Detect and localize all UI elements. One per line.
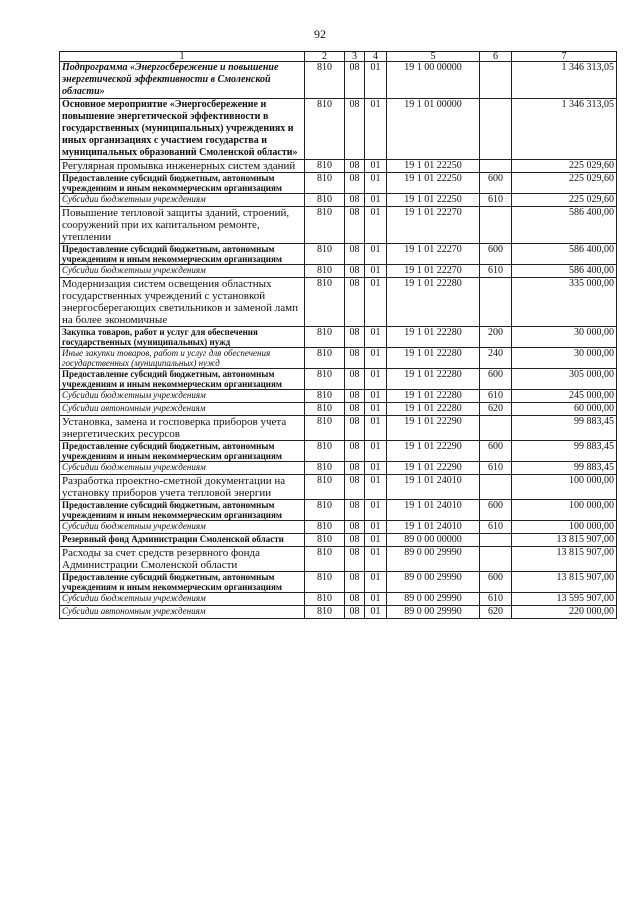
row-ved-code: 810 xyxy=(305,521,345,534)
row-amount: 13 595 907,00 xyxy=(512,593,617,606)
row-ved-code: 810 xyxy=(305,265,345,278)
row-ved-code: 810 xyxy=(305,606,345,619)
row-name: Регулярная промывка инженерных систем зданий xyxy=(60,160,305,173)
row-name: Предоставление субсидий бюджетным, автономным учреждениям и иным некоммерческим организациям xyxy=(60,173,305,194)
row-section-code: 08 xyxy=(345,475,365,500)
row-target-article: 89 0 00 29990 xyxy=(387,606,480,619)
row-subsection-code: 01 xyxy=(365,547,387,572)
row-amount: 60 000,00 xyxy=(512,403,617,416)
row-target-article: 19 1 01 22270 xyxy=(387,244,480,265)
row-amount: 99 883,45 xyxy=(512,462,617,475)
row-target-article: 89 0 00 29990 xyxy=(387,593,480,606)
row-name: Установка, замена и госповерка приборов учета энергетических ресурсов xyxy=(60,416,305,441)
row-ved-code: 810 xyxy=(305,475,345,500)
row-name: Субсидии бюджетным учреждениям xyxy=(60,265,305,278)
row-name: Предоставление субсидий бюджетным, автономным учреждениям и иным некоммерческим организациям xyxy=(60,369,305,390)
row-amount: 225 029,60 xyxy=(512,160,617,173)
row-ved-code: 810 xyxy=(305,547,345,572)
column-header: 4 xyxy=(365,52,387,62)
row-subsection-code: 01 xyxy=(365,534,387,547)
row-name: Основное мероприятие «Энергосбережение и повышение энергетической эффективности в государственных (муниципальных) учреждениях и иных организациях с участием государства и муниципальных образований Смоленской области» xyxy=(60,99,305,160)
table-row xyxy=(60,194,617,207)
row-ved-code: 810 xyxy=(305,327,345,348)
row-expense-type xyxy=(480,547,512,572)
row-subsection-code: 01 xyxy=(365,593,387,606)
row-ved-code: 810 xyxy=(305,369,345,390)
row-target-article: 19 1 01 22290 xyxy=(387,441,480,462)
row-name: Резервный фонд Администрации Смоленской области xyxy=(60,534,305,547)
row-expense-type: 600 xyxy=(480,500,512,521)
row-section-code: 08 xyxy=(345,207,365,244)
table-row xyxy=(60,207,617,244)
table-row xyxy=(60,593,617,606)
row-amount: 13 815 907,00 xyxy=(512,572,617,593)
row-subsection-code: 01 xyxy=(365,194,387,207)
row-ved-code: 810 xyxy=(305,160,345,173)
row-name: Субсидии бюджетным учреждениям xyxy=(60,593,305,606)
row-amount: 30 000,00 xyxy=(512,327,617,348)
row-name: Предоставление субсидий бюджетным, автономным учреждениям и иным некоммерческим организациям xyxy=(60,572,305,593)
table-row xyxy=(60,327,617,348)
row-name: Закупка товаров, работ и услуг для обеспечения государственных (муниципальных) нужд xyxy=(60,327,305,348)
row-section-code: 08 xyxy=(345,403,365,416)
row-section-code: 08 xyxy=(345,327,365,348)
row-subsection-code: 01 xyxy=(365,462,387,475)
row-name: Иные закупки товаров, работ и услуг для обеспечения государственных (муниципальных) нужд xyxy=(60,348,305,369)
column-header: 6 xyxy=(480,52,512,62)
row-name: Повышение тепловой защиты зданий, строений, сооружений при их капитальном ремонте, утеплении xyxy=(60,207,305,244)
row-target-article: 19 1 01 00000 xyxy=(387,99,480,160)
row-section-code: 08 xyxy=(345,547,365,572)
row-expense-type: 240 xyxy=(480,348,512,369)
table-row xyxy=(60,462,617,475)
page-number: 92 xyxy=(314,27,326,41)
row-ved-code: 810 xyxy=(305,441,345,462)
table-row xyxy=(60,62,617,99)
row-section-code: 08 xyxy=(345,173,365,194)
row-expense-type xyxy=(480,278,512,327)
column-header: 2 xyxy=(305,52,345,62)
table-row xyxy=(60,416,617,441)
row-ved-code: 810 xyxy=(305,403,345,416)
row-name: Субсидии бюджетным учреждениям xyxy=(60,390,305,403)
row-amount: 30 000,00 xyxy=(512,348,617,369)
table-row xyxy=(60,99,617,160)
column-header: 7 xyxy=(512,52,617,62)
row-target-article: 19 1 01 22280 xyxy=(387,348,480,369)
row-ved-code: 810 xyxy=(305,99,345,160)
row-ved-code: 810 xyxy=(305,572,345,593)
row-section-code: 08 xyxy=(345,348,365,369)
row-target-article: 19 1 01 22280 xyxy=(387,369,480,390)
row-subsection-code: 01 xyxy=(365,572,387,593)
row-expense-type: 610 xyxy=(480,462,512,475)
row-subsection-code: 01 xyxy=(365,160,387,173)
row-target-article: 19 1 01 22250 xyxy=(387,160,480,173)
row-subsection-code: 01 xyxy=(365,441,387,462)
row-expense-type: 600 xyxy=(480,572,512,593)
row-expense-type: 200 xyxy=(480,327,512,348)
row-expense-type: 610 xyxy=(480,521,512,534)
row-amount: 13 815 907,00 xyxy=(512,547,617,572)
row-expense-type: 620 xyxy=(480,403,512,416)
row-expense-type xyxy=(480,475,512,500)
row-target-article: 19 1 01 22280 xyxy=(387,278,480,327)
row-section-code: 08 xyxy=(345,369,365,390)
row-ved-code: 810 xyxy=(305,462,345,475)
row-subsection-code: 01 xyxy=(365,244,387,265)
row-section-code: 08 xyxy=(345,534,365,547)
row-target-article: 19 1 01 22270 xyxy=(387,265,480,278)
row-expense-type xyxy=(480,160,512,173)
row-name: Субсидии бюджетным учреждениям xyxy=(60,462,305,475)
row-section-code: 08 xyxy=(345,416,365,441)
row-expense-type xyxy=(480,62,512,99)
table-row xyxy=(60,265,617,278)
row-subsection-code: 01 xyxy=(365,62,387,99)
row-section-code: 08 xyxy=(345,265,365,278)
row-subsection-code: 01 xyxy=(365,99,387,160)
row-subsection-code: 01 xyxy=(365,265,387,278)
row-amount: 245 000,00 xyxy=(512,390,617,403)
row-section-code: 08 xyxy=(345,160,365,173)
row-target-article: 19 1 01 22270 xyxy=(387,207,480,244)
table-row xyxy=(60,160,617,173)
row-name: Предоставление субсидий бюджетным, автономным учреждениям и иным некоммерческим организациям xyxy=(60,244,305,265)
row-amount: 100 000,00 xyxy=(512,500,617,521)
row-target-article: 19 1 00 00000 xyxy=(387,62,480,99)
row-section-code: 08 xyxy=(345,462,365,475)
row-target-article: 89 0 00 29990 xyxy=(387,547,480,572)
row-ved-code: 810 xyxy=(305,416,345,441)
row-name: Разработка проектно-сметной документации на установку приборов учета тепловой энергии xyxy=(60,475,305,500)
row-name: Подпрограмма «Энергосбережение и повышение энергетической эффективности в Смоленской области» xyxy=(60,62,305,99)
row-subsection-code: 01 xyxy=(365,278,387,327)
row-subsection-code: 01 xyxy=(365,173,387,194)
table-row xyxy=(60,441,617,462)
row-amount: 335 000,00 xyxy=(512,278,617,327)
row-amount: 220 000,00 xyxy=(512,606,617,619)
row-name: Субсидии бюджетным учреждениям xyxy=(60,521,305,534)
row-target-article: 89 0 00 00000 xyxy=(387,534,480,547)
row-expense-type: 600 xyxy=(480,441,512,462)
row-expense-type: 610 xyxy=(480,194,512,207)
row-name: Предоставление субсидий бюджетным, автономным учреждениям и иным некоммерческим организациям xyxy=(60,441,305,462)
row-section-code: 08 xyxy=(345,194,365,207)
row-amount: 225 029,60 xyxy=(512,173,617,194)
row-expense-type: 610 xyxy=(480,390,512,403)
row-amount: 1 346 313,05 xyxy=(512,62,617,99)
row-subsection-code: 01 xyxy=(365,606,387,619)
row-subsection-code: 01 xyxy=(365,348,387,369)
row-section-code: 08 xyxy=(345,244,365,265)
row-target-article: 19 1 01 24010 xyxy=(387,500,480,521)
table-row xyxy=(60,521,617,534)
row-name: Субсидии автономным учреждениям xyxy=(60,606,305,619)
row-amount: 305 000,00 xyxy=(512,369,617,390)
budget-table xyxy=(59,51,617,619)
row-ved-code: 810 xyxy=(305,500,345,521)
row-expense-type: 610 xyxy=(480,593,512,606)
row-expense-type: 610 xyxy=(480,265,512,278)
row-subsection-code: 01 xyxy=(365,416,387,441)
row-subsection-code: 01 xyxy=(365,207,387,244)
row-name: Расходы за счет средств резервного фонда Администрации Смоленской области xyxy=(60,547,305,572)
table-row xyxy=(60,369,617,390)
table-row xyxy=(60,475,617,500)
row-target-article: 19 1 01 22250 xyxy=(387,173,480,194)
row-name: Субсидии автономным учреждениям xyxy=(60,403,305,416)
row-section-code: 08 xyxy=(345,572,365,593)
row-ved-code: 810 xyxy=(305,62,345,99)
row-expense-type: 600 xyxy=(480,173,512,194)
table-row xyxy=(60,348,617,369)
row-subsection-code: 01 xyxy=(365,475,387,500)
row-section-code: 08 xyxy=(345,441,365,462)
row-target-article: 89 0 00 29990 xyxy=(387,572,480,593)
row-subsection-code: 01 xyxy=(365,521,387,534)
row-expense-type: 620 xyxy=(480,606,512,619)
row-amount: 99 883,45 xyxy=(512,416,617,441)
table-body xyxy=(60,62,617,619)
row-target-article: 19 1 01 24010 xyxy=(387,475,480,500)
row-target-article: 19 1 01 22280 xyxy=(387,327,480,348)
table-row xyxy=(60,278,617,327)
row-subsection-code: 01 xyxy=(365,390,387,403)
row-expense-type: 600 xyxy=(480,369,512,390)
row-amount: 586 400,00 xyxy=(512,244,617,265)
row-amount: 1 346 313,05 xyxy=(512,99,617,160)
table-row xyxy=(60,572,617,593)
row-ved-code: 810 xyxy=(305,207,345,244)
table-row xyxy=(60,534,617,547)
table-row xyxy=(60,244,617,265)
row-section-code: 08 xyxy=(345,99,365,160)
table-row xyxy=(60,547,617,572)
row-subsection-code: 01 xyxy=(365,403,387,416)
table-row xyxy=(60,500,617,521)
column-header: 1 xyxy=(60,52,305,62)
column-header: 5 xyxy=(387,52,480,62)
row-ved-code: 810 xyxy=(305,194,345,207)
row-section-code: 08 xyxy=(345,593,365,606)
row-expense-type xyxy=(480,416,512,441)
row-target-article: 19 1 01 22280 xyxy=(387,403,480,416)
row-ved-code: 810 xyxy=(305,390,345,403)
row-section-code: 08 xyxy=(345,62,365,99)
row-amount: 225 029,60 xyxy=(512,194,617,207)
row-name: Субсидии бюджетным учреждениям xyxy=(60,194,305,207)
row-amount: 13 815 907,00 xyxy=(512,534,617,547)
table-row xyxy=(60,173,617,194)
row-ved-code: 810 xyxy=(305,173,345,194)
row-section-code: 08 xyxy=(345,521,365,534)
row-section-code: 08 xyxy=(345,390,365,403)
row-expense-type xyxy=(480,534,512,547)
row-expense-type xyxy=(480,99,512,160)
row-subsection-code: 01 xyxy=(365,369,387,390)
table-header-row xyxy=(60,52,617,62)
table-row xyxy=(60,606,617,619)
row-section-code: 08 xyxy=(345,606,365,619)
row-ved-code: 810 xyxy=(305,348,345,369)
row-ved-code: 810 xyxy=(305,278,345,327)
row-subsection-code: 01 xyxy=(365,500,387,521)
row-amount: 100 000,00 xyxy=(512,475,617,500)
table-row xyxy=(60,403,617,416)
row-target-article: 19 1 01 24010 xyxy=(387,521,480,534)
row-amount: 586 400,00 xyxy=(512,207,617,244)
row-target-article: 19 1 01 22290 xyxy=(387,462,480,475)
row-amount: 99 883,45 xyxy=(512,441,617,462)
row-expense-type: 600 xyxy=(480,244,512,265)
table-row xyxy=(60,390,617,403)
row-ved-code: 810 xyxy=(305,244,345,265)
row-target-article: 19 1 01 22280 xyxy=(387,390,480,403)
row-name: Предоставление субсидий бюджетным, автономным учреждениям и иным некоммерческим организациям xyxy=(60,500,305,521)
row-expense-type xyxy=(480,207,512,244)
column-header: 3 xyxy=(345,52,365,62)
row-target-article: 19 1 01 22250 xyxy=(387,194,480,207)
row-target-article: 19 1 01 22290 xyxy=(387,416,480,441)
row-amount: 100 000,00 xyxy=(512,521,617,534)
row-section-code: 08 xyxy=(345,500,365,521)
row-ved-code: 810 xyxy=(305,593,345,606)
row-amount: 586 400,00 xyxy=(512,265,617,278)
row-name: Модернизация систем освещения областных государственных учреждений с установкой энергосберегающих светильников и заменой ламп на более экономичные xyxy=(60,278,305,327)
row-subsection-code: 01 xyxy=(365,327,387,348)
row-section-code: 08 xyxy=(345,278,365,327)
row-ved-code: 810 xyxy=(305,534,345,547)
